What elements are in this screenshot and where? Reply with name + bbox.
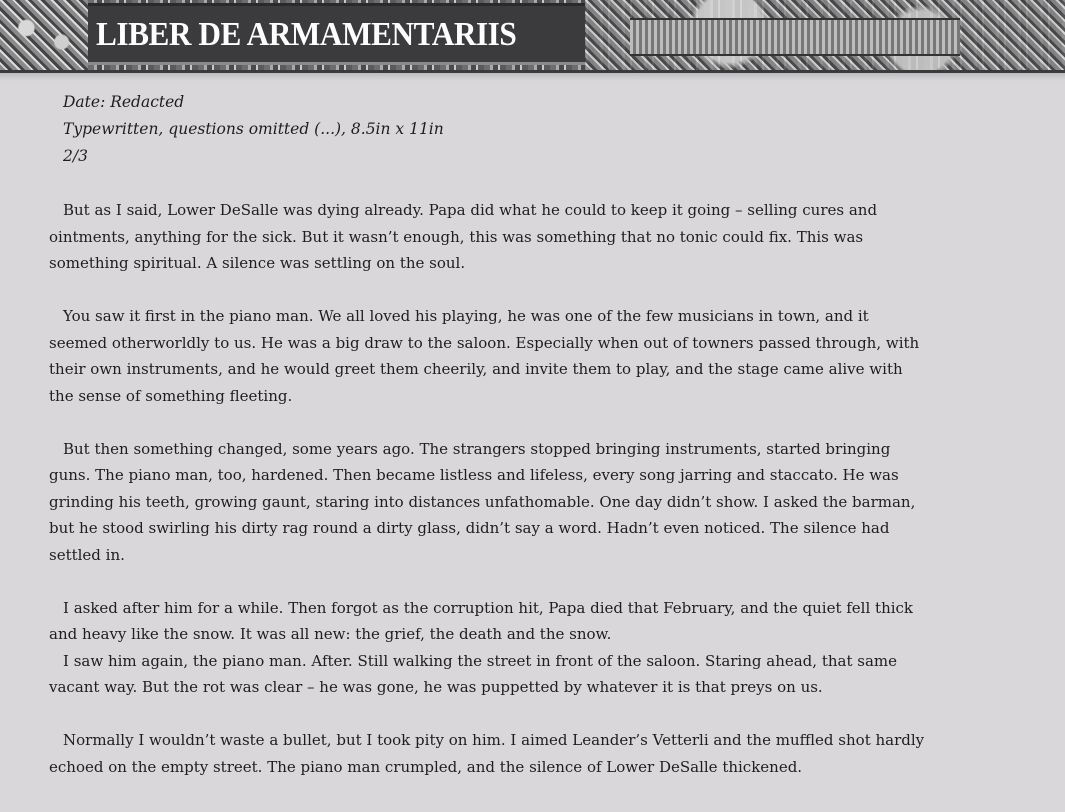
paragraph [49,303,924,409]
text-line: echoed on the empty street. The piano man crumpled, and the silence of Lower DeSalle thickened. [49,757,803,776]
document-body [49,197,924,807]
title-box [88,3,585,65]
text-line: the sense of something fleeting. [49,386,293,405]
text-line: ointments, anything for the sick. But it wasn’t enough, this was something that no tonic could fix. This was [49,227,864,246]
text-line: settled in. [49,545,125,564]
text-line: guns. The piano man, too, hardened. Then became listless and lifeless, every song jarring and staccato. He was [49,466,899,484]
meta-format: Typewritten, questions omitted (...), 8.5in x 11in [63,120,444,138]
text-line: and heavy like the snow. It was all new: the grief, the death and the snow. [49,625,612,643]
meta-page: 2/3 [63,147,88,165]
header-banner [0,0,1065,73]
text-line: something spiritual. A silence was settling on the soul. [49,254,466,272]
text-line: I saw him again, the piano man. After. Still walking the street in front of the saloon. Staring ahead, that same [63,651,897,670]
text-line: You saw it first in the piano man. We all loved his playing, he was one of the few musicians in town, and it [63,307,869,325]
page-title: LIBER DE ARMAMENTARIIS [96,16,517,53]
ornament-frieze [630,18,960,56]
text-line: But as I said, Lower DeSalle was dying already. Papa did what he could to keep it going – selling cures and [63,201,878,219]
paragraph [49,436,924,569]
text-line: But then something changed, some years ago. The strangers stopped bringing instruments, started bringing [63,439,891,458]
text-line: their own instruments, and he would greet them cheerily, and invite them to play, and the stage came alive with [49,360,903,378]
banner-shadow [0,73,1065,81]
meta-date: Date: Redacted [63,93,185,111]
text-line: seemed otherworldly to us. He was a big draw to the saloon. Especially when out of towners passed through, with [49,333,920,352]
text-line: grinding his teeth, growing gaunt, staring into distances unfathomable. One day didn’t show. I asked the barman, [49,492,916,511]
text-line: Normally I wouldn’t waste a bullet, but I took pity on him. I aimed Leander’s Vetterli and the muffled shot hardly [63,731,925,749]
paragraph [49,197,924,277]
text-line: but he stood swirling his dirty rag round a dirty glass, didn’t say a word. Hadn’t even noticed. The silence had [49,519,890,537]
paragraph [49,595,924,648]
paragraph [49,727,924,780]
text-line: I asked after him for a while. Then forgot as the corruption hit, Papa died that February, and the quiet fell thick [63,598,914,617]
paragraph [49,648,924,701]
document-meta [63,89,444,170]
text-line: vacant way. But the rot was clear – he was gone, he was puppetted by whatever it is that preys on us. [49,678,823,696]
ornament-left-icon [0,0,88,70]
